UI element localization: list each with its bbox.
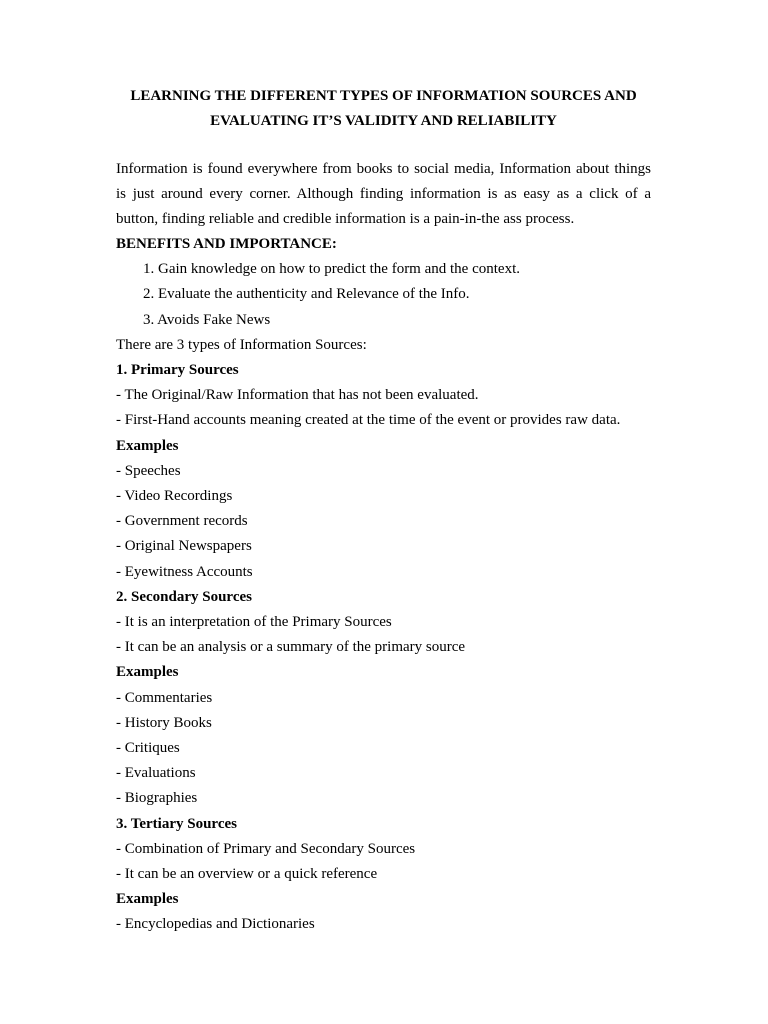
- secondary-example: - Evaluations: [116, 765, 196, 782]
- secondary-point: - It can be an analysis or a summary of the primary source: [116, 639, 466, 656]
- benefits-heading: BENEFITS AND IMPORTANCE:: [116, 236, 337, 252]
- secondary-point: - It is an interpretation of the Primary Sources: [116, 614, 392, 631]
- benefit-item: 3. Avoids Fake News: [143, 311, 271, 328]
- primary-point: - The Original/Raw Information that has not been evaluated.: [116, 387, 479, 404]
- primary-example: - Speeches: [116, 462, 181, 479]
- primary-example: - Video Recordings: [116, 488, 233, 505]
- secondary-heading: 2. Secondary Sources: [116, 588, 252, 605]
- tertiary-point: - It can be an overview or a quick reference: [116, 866, 378, 883]
- primary-example: - Government records: [116, 513, 248, 530]
- secondary-example: - Critiques: [116, 740, 180, 757]
- primary-examples-heading: Examples: [116, 437, 179, 454]
- tertiary-examples-heading: Examples: [116, 891, 179, 908]
- tertiary-heading: 3. Tertiary Sources: [116, 815, 237, 832]
- document-page: [116, 84, 651, 938]
- intro-paragraph: Information is found everywhere from books to social media, Information about things is just around every corner. Although finding information is as easy as a click of a button, finding reliable and credible information is a pain-in-the ass process.: [116, 161, 651, 227]
- primary-point: - First-Hand accounts meaning created at the time of the event or provides raw data.: [116, 412, 621, 429]
- secondary-example: - History Books: [116, 714, 212, 731]
- primary-heading: 1. Primary Sources: [116, 362, 239, 379]
- secondary-example: - Commentaries: [116, 689, 213, 706]
- types-intro: There are 3 types of Information Sources:: [116, 336, 367, 353]
- tertiary-point: - Combination of Primary and Secondary Sources: [116, 840, 416, 857]
- benefit-item: 2. Evaluate the authenticity and Relevance of the Info.: [143, 286, 470, 303]
- secondary-examples-heading: Examples: [116, 664, 179, 681]
- title-line-1: LEARNING THE DIFFERENT TYPES OF INFORMATION SOURCES AND: [130, 88, 637, 104]
- benefit-item: 1. Gain knowledge on how to predict the form and the context.: [143, 261, 520, 278]
- primary-example: - Eyewitness Accounts: [116, 563, 253, 580]
- tertiary-example: - Encyclopedias and Dictionaries: [116, 916, 315, 933]
- primary-example: - Original Newspapers: [116, 538, 252, 555]
- title-line-2: EVALUATING IT’S VALIDITY AND RELIABILITY: [210, 113, 557, 129]
- secondary-example: - Biographies: [116, 790, 198, 807]
- document-title: [116, 84, 651, 134]
